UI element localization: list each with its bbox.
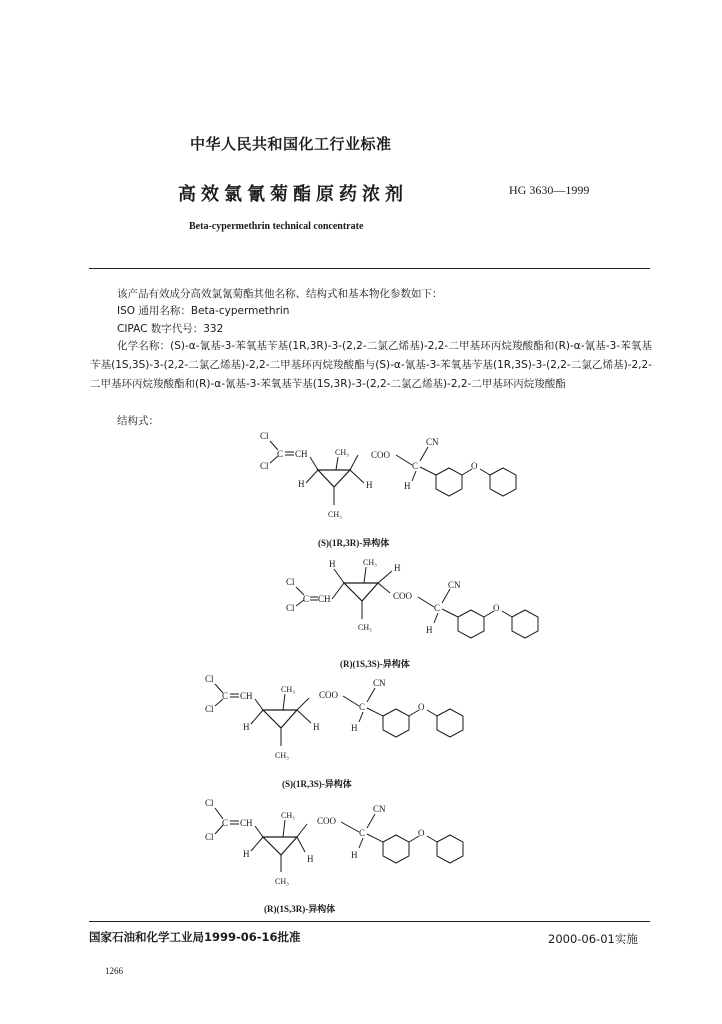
atom-label: CN	[426, 437, 439, 447]
atom-label: H	[298, 479, 305, 489]
header-rule	[89, 268, 650, 269]
atom-label: COO	[319, 690, 339, 700]
structure-formula-4	[195, 792, 475, 892]
structure-formula-3	[195, 668, 475, 768]
atom-label: CN	[373, 804, 386, 814]
english-title: Beta-cypermethrin technical concentrate	[189, 221, 364, 232]
atom-label: Cl	[260, 431, 269, 441]
atom-label: Cl	[286, 577, 295, 587]
atom-label: CH₃	[281, 685, 295, 694]
atom-label: CH	[295, 449, 308, 459]
atom-label: COO	[393, 591, 413, 601]
atom-label: H	[329, 559, 336, 569]
atom-label: O	[471, 461, 478, 471]
atom-label: Cl	[260, 461, 269, 471]
atom-label: CN	[448, 580, 461, 590]
atom-label: Cl	[286, 603, 295, 613]
atom-label: Cl	[205, 704, 214, 714]
iso-name: ISO 通用名称：Beta-cypermethrin	[117, 305, 290, 317]
standard-code: HG 3630—1999	[509, 183, 590, 197]
atom-label: C	[359, 828, 366, 838]
atom-label: CH₃	[275, 877, 289, 886]
page-number: 1266	[105, 966, 123, 976]
atom-label: CH₃	[281, 811, 295, 820]
cipac-code: CIPAC 数字代号：332	[117, 323, 224, 335]
atom-label: C	[303, 594, 310, 604]
approval-text: 国家石油和化学工业局1999-06-16批准	[89, 930, 301, 944]
footer-rule	[89, 921, 650, 922]
atom-label: C	[222, 818, 229, 828]
atom-label: Cl	[205, 674, 214, 684]
atom-label: O	[493, 603, 500, 613]
isomer-label-1: (S)(1R,3R)-异构体	[318, 538, 390, 548]
document-title: 高效氯氰菊酯原药浓剂	[178, 184, 408, 205]
structure-formula-1	[250, 425, 530, 530]
atom-label: COO	[371, 450, 391, 460]
atom-label: H	[426, 625, 433, 635]
atom-label: CN	[373, 678, 386, 688]
atom-label: H	[351, 723, 358, 733]
atom-label: H	[307, 854, 314, 864]
atom-label: H	[404, 481, 411, 491]
atom-label: C	[277, 449, 284, 459]
atom-label: CH	[240, 691, 253, 701]
atom-label: Cl	[205, 832, 214, 842]
isomer-label-3: (S)(1R,3S)-异构体	[282, 779, 352, 789]
isomer-label-4: (R)(1S,3R)-异构体	[264, 904, 336, 914]
atom-label: C	[359, 702, 366, 712]
atom-label: H	[351, 850, 358, 860]
atom-label: O	[418, 828, 425, 838]
atom-label: CH₃	[358, 623, 372, 632]
atom-label: CH₃	[335, 448, 349, 457]
atom-label: C	[434, 603, 441, 613]
atom-label: H	[313, 722, 320, 732]
atom-label: Cl	[205, 798, 214, 808]
structure-formula-2	[278, 555, 558, 655]
atom-label: C	[222, 691, 229, 701]
atom-label: H	[366, 480, 373, 490]
atom-label: O	[418, 702, 425, 712]
atom-label: COO	[317, 816, 337, 826]
atom-label: H	[243, 722, 250, 732]
chemical-name: 化学名称：(S)-α-氰基-3-苯氧基苄基(1R,3R)-3-(2,2-二氯乙烯基)-2,2-二甲基环丙烷羧酸酯和(R)-α-氰基-3-苯氧基苄基(1S,3S)-3-(2,2-二氯乙烯基)-2,2-二甲基环丙烷羧酸酯与(S)-α-氰基-3-苯氧基苄基(1R,3S)-3-(2,2-二氯乙烯基)-2,2-二甲基环丙烷羧酸酯和(R)-α-氰基-3-苯氧基苄基(1S,3R)-3-(2,2-二氯乙烯基)-2,2-二甲基环丙烷羧酸酯	[90, 340, 652, 390]
atom-label: H	[243, 849, 250, 859]
atom-label: H	[394, 563, 401, 573]
standard-body: 中华人民共和国化工行业标准	[190, 135, 392, 153]
atom-label: CH₃	[363, 558, 377, 567]
atom-label: CH	[318, 594, 331, 604]
atom-label: CH₃	[328, 510, 342, 519]
effective-date: 2000-06-01实施	[548, 932, 638, 946]
atom-label: CH	[240, 818, 253, 828]
atom-label: C	[412, 461, 419, 471]
isomer-label-2: (R)(1S,3S)-异构体	[340, 659, 410, 669]
intro-text: 该产品有效成分高效氯氰菊酯其他名称、结构式和基本物化参数如下：	[117, 288, 443, 300]
structure-heading: 结构式：	[117, 415, 159, 427]
atom-label: CH₃	[275, 751, 289, 760]
